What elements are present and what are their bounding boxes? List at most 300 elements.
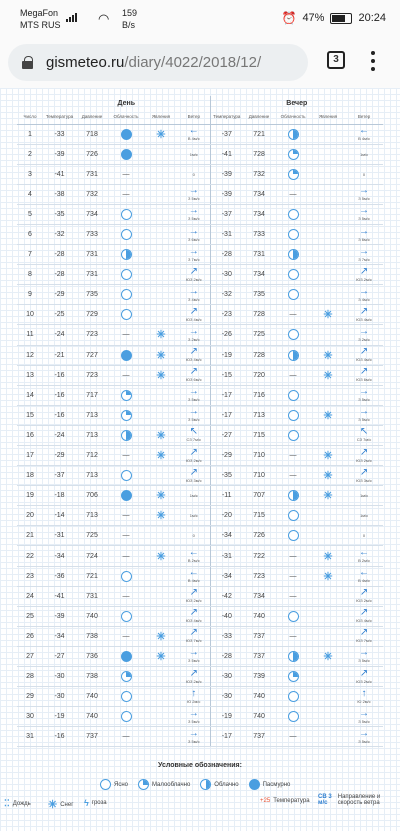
press-eve: 734 bbox=[243, 586, 275, 606]
temp-day: -18 bbox=[43, 486, 76, 506]
press-eve: 716 bbox=[243, 385, 275, 405]
clear-icon bbox=[121, 269, 132, 280]
phen-eve bbox=[311, 586, 345, 606]
wind-text: З 5м/с bbox=[358, 738, 370, 744]
date-cell: 30 bbox=[17, 707, 43, 727]
snow-icon: ✳ bbox=[156, 630, 166, 643]
clear-icon bbox=[121, 470, 132, 481]
snow-icon: ✳ bbox=[323, 409, 333, 422]
phen-eve bbox=[311, 124, 345, 144]
temp-day: -30 bbox=[43, 667, 76, 687]
wind-arrow-icon: ↗ bbox=[189, 627, 198, 639]
cloud-eve: — bbox=[275, 546, 311, 566]
phen-eve bbox=[311, 305, 345, 325]
date-cell: 12 bbox=[17, 345, 43, 365]
col-wind-eve: Ветер bbox=[345, 110, 383, 124]
wind-eve bbox=[345, 626, 383, 646]
date-cell: 7 bbox=[17, 245, 43, 265]
temp-eve: -37 bbox=[210, 204, 243, 224]
snow-icon: ✳ bbox=[323, 570, 333, 583]
press-eve: 732 bbox=[243, 164, 275, 184]
press-eve: 722 bbox=[243, 546, 275, 566]
wind-day bbox=[178, 265, 210, 285]
temp-day: -19 bbox=[43, 707, 76, 727]
cloud-day bbox=[108, 646, 144, 666]
table-row bbox=[17, 446, 383, 466]
partly-cloudy-icon bbox=[288, 149, 299, 160]
date-cell: 23 bbox=[17, 566, 43, 586]
wind-text: 0 bbox=[362, 171, 366, 177]
clear-icon bbox=[288, 510, 299, 521]
wind-day bbox=[178, 446, 210, 466]
wind-arrow-icon: ← bbox=[188, 125, 199, 137]
wind-text: З 6м/с bbox=[187, 236, 200, 242]
wind-day bbox=[178, 425, 210, 445]
wind-text: З 5м/с bbox=[358, 216, 370, 222]
temp-eve: -17 bbox=[210, 405, 243, 425]
cloud-day bbox=[108, 385, 144, 405]
wind-arrow-icon: → bbox=[359, 285, 370, 297]
temp-day: -16 bbox=[43, 727, 76, 747]
phen-eve bbox=[311, 184, 345, 204]
clear-icon bbox=[288, 410, 299, 421]
cloud-day bbox=[108, 124, 144, 144]
date-cell: 25 bbox=[17, 606, 43, 626]
table-row bbox=[17, 325, 383, 345]
temp-eve: -40 bbox=[210, 606, 243, 626]
press-day: 726 bbox=[76, 144, 108, 164]
table-row bbox=[17, 124, 383, 144]
table-row bbox=[17, 425, 383, 445]
wind-text: 0 bbox=[192, 171, 195, 177]
cloud-day bbox=[108, 466, 144, 486]
wind-arrow-icon: ← bbox=[188, 567, 199, 579]
press-day: 724 bbox=[76, 546, 108, 566]
cloud-day bbox=[108, 245, 144, 265]
cloud-eve: — bbox=[275, 305, 311, 325]
lock-icon bbox=[22, 56, 33, 69]
speed-unit: B/s bbox=[122, 20, 136, 30]
temp-day: -32 bbox=[43, 224, 76, 244]
phen-eve bbox=[311, 365, 345, 385]
cloud-day: — bbox=[108, 506, 144, 526]
phen-day bbox=[144, 586, 178, 606]
wind-eve bbox=[345, 506, 383, 526]
wind-text: З 5м/с bbox=[187, 738, 200, 744]
table-row bbox=[17, 667, 383, 687]
phen-day bbox=[144, 486, 178, 506]
phen-day bbox=[144, 546, 178, 566]
phen-eve bbox=[311, 506, 345, 526]
date-cell: 11 bbox=[17, 325, 43, 345]
wind-arrow-icon: ↗ bbox=[359, 627, 369, 639]
wind-arrow-icon: ↗ bbox=[189, 466, 198, 478]
wind-text: З 5м/с bbox=[187, 417, 200, 423]
press-day: 731 bbox=[76, 245, 108, 265]
press-day: 727 bbox=[76, 345, 108, 365]
cloud-day bbox=[108, 425, 144, 445]
phen-day bbox=[144, 446, 178, 466]
cloud-eve: — bbox=[275, 184, 311, 204]
press-day: 737 bbox=[76, 727, 108, 747]
temp-eve: -29 bbox=[210, 446, 243, 466]
table-row bbox=[17, 305, 383, 325]
temp-day: -16 bbox=[43, 365, 76, 385]
wind-arrow-icon: ↗ bbox=[359, 305, 369, 317]
wind-arrow-icon: → bbox=[359, 245, 370, 257]
phen-eve bbox=[311, 345, 345, 365]
wind-day bbox=[178, 325, 210, 345]
phen-eve bbox=[311, 486, 345, 506]
temp-eve: -39 bbox=[210, 184, 243, 204]
phen-day bbox=[144, 365, 178, 385]
clear-icon bbox=[288, 329, 299, 340]
press-eve: 739 bbox=[243, 667, 275, 687]
cloud-eve bbox=[275, 345, 311, 365]
address-bar[interactable] bbox=[8, 44, 308, 81]
wind-eve bbox=[345, 305, 383, 325]
phen-day bbox=[144, 265, 178, 285]
temp-day: -31 bbox=[43, 526, 76, 546]
col-press-eve: Давление bbox=[243, 110, 275, 124]
temp-eve: -35 bbox=[210, 466, 243, 486]
press-eve: 725 bbox=[243, 325, 275, 345]
cloudy-icon bbox=[288, 249, 299, 260]
overcast-icon bbox=[121, 651, 132, 662]
temp-day: -28 bbox=[43, 265, 76, 285]
table-row bbox=[17, 526, 383, 546]
partly-cloudy-icon bbox=[121, 410, 132, 421]
wind-day bbox=[178, 224, 210, 244]
cloudy-icon bbox=[288, 129, 299, 140]
press-eve: 740 bbox=[243, 687, 275, 707]
date-cell: 16 bbox=[17, 425, 43, 445]
cloud-eve: — bbox=[275, 626, 311, 646]
press-eve: 726 bbox=[243, 526, 275, 546]
url-host: gismeteo.ru bbox=[46, 54, 125, 71]
temp-eve: -23 bbox=[210, 305, 243, 325]
temp-day: -34 bbox=[43, 546, 76, 566]
press-day: 713 bbox=[76, 466, 108, 486]
cloudy-icon bbox=[288, 490, 299, 501]
legend-wind: СВ 3 м/с Направление и скорость ветра bbox=[318, 794, 381, 806]
wind-text: ЮЗ 6м/с bbox=[185, 377, 202, 383]
wind-text: В 4м/с bbox=[358, 136, 370, 142]
wind-text: З 4м/с bbox=[358, 296, 370, 302]
cloud-day: — bbox=[108, 365, 144, 385]
temp-day: -14 bbox=[43, 506, 76, 526]
cloud-eve bbox=[275, 526, 311, 546]
tabs-button[interactable]: 3 bbox=[327, 51, 345, 69]
phen-day bbox=[144, 224, 178, 244]
col-press-day: Давление bbox=[76, 110, 108, 124]
clear-icon bbox=[288, 289, 299, 300]
wind-day bbox=[178, 506, 210, 526]
snow-icon: ✳ bbox=[323, 369, 333, 382]
wind-arrow-icon: ↗ bbox=[359, 446, 369, 458]
cloud-day bbox=[108, 667, 144, 687]
snow-icon: ✳ bbox=[156, 349, 166, 362]
phen-day bbox=[144, 305, 178, 325]
wind-eve bbox=[345, 204, 383, 224]
cloud-eve bbox=[275, 707, 311, 727]
temp-eve: -31 bbox=[210, 546, 243, 566]
phen-eve bbox=[311, 325, 345, 345]
wind-text: З 5м/с bbox=[358, 658, 370, 664]
press-day: 723 bbox=[76, 325, 108, 345]
wind-arrow-icon: → bbox=[188, 406, 199, 418]
cloud-day bbox=[108, 486, 144, 506]
wind-arrow-icon: → bbox=[359, 727, 370, 739]
alarm-icon: ⏰ bbox=[281, 11, 297, 25]
wind-text: ЮЗ 4м/с bbox=[356, 316, 372, 322]
wind-arrow-icon: ↗ bbox=[189, 667, 198, 679]
phen-eve bbox=[311, 707, 345, 727]
temp-icon: +25 bbox=[260, 798, 271, 804]
cloud-eve bbox=[275, 325, 311, 345]
date-cell: 20 bbox=[17, 506, 43, 526]
temp-day: -41 bbox=[43, 164, 76, 184]
temp-eve: -30 bbox=[210, 667, 243, 687]
press-day: 738 bbox=[76, 667, 108, 687]
press-day: 713 bbox=[76, 506, 108, 526]
wind-arrow-icon: → bbox=[188, 707, 199, 719]
wind-eve bbox=[345, 586, 383, 606]
wind-text: В 2м/с bbox=[358, 558, 370, 564]
wind-text: ЮЗ 3м/с bbox=[185, 477, 202, 483]
wind-sample-icon: СВ 3 м/с bbox=[318, 794, 332, 806]
cloud-day: — bbox=[108, 626, 144, 646]
wind-eve bbox=[345, 707, 383, 727]
wind-arrow-icon: ↗ bbox=[359, 366, 369, 378]
wind-arrow-icon: ↑ bbox=[191, 687, 197, 699]
browser-toolbar bbox=[0, 38, 400, 88]
cloud-day: — bbox=[108, 546, 144, 566]
clear-icon bbox=[288, 209, 299, 220]
press-eve: 734 bbox=[243, 184, 275, 204]
date-cell: 24 bbox=[17, 586, 43, 606]
phen-eve bbox=[311, 164, 345, 184]
wind-day bbox=[178, 646, 210, 666]
press-eve: 707 bbox=[243, 486, 275, 506]
press-eve: 713 bbox=[243, 405, 275, 425]
clear-icon bbox=[121, 711, 132, 722]
cloud-eve bbox=[275, 265, 311, 285]
cloud-eve bbox=[275, 506, 311, 526]
cloud-eve bbox=[275, 285, 311, 305]
wind-eve bbox=[345, 164, 383, 184]
temp-eve: -20 bbox=[210, 506, 243, 526]
wind-text: СЗ 7м/с bbox=[186, 437, 201, 443]
wind-arrow-icon: ↗ bbox=[189, 607, 198, 619]
date-cell: 17 bbox=[17, 446, 43, 466]
wind-eve bbox=[345, 285, 383, 305]
cloudy-icon bbox=[288, 651, 299, 662]
press-eve: 720 bbox=[243, 365, 275, 385]
col-wind-day: Ветер bbox=[178, 110, 210, 124]
cloud-day bbox=[108, 687, 144, 707]
wind-text: З 5м/с bbox=[358, 397, 370, 403]
wind-text: 1м/с bbox=[360, 493, 369, 499]
wind-arrow-icon: ↗ bbox=[189, 587, 198, 599]
table-row bbox=[17, 385, 383, 405]
wind-arrow-icon: ↗ bbox=[189, 346, 198, 358]
table-row bbox=[17, 466, 383, 486]
phen-day bbox=[144, 506, 178, 526]
wind-text: З 7м/с bbox=[358, 256, 370, 262]
temp-eve: -30 bbox=[210, 687, 243, 707]
temp-eve: -19 bbox=[210, 345, 243, 365]
url-path: /diary/4022/2018/12/ bbox=[124, 54, 262, 71]
wind-eve bbox=[345, 667, 383, 687]
overcast-icon bbox=[121, 490, 132, 501]
press-eve: 737 bbox=[243, 626, 275, 646]
wind-arrow-icon: → bbox=[359, 185, 370, 197]
cloud-eve bbox=[275, 164, 311, 184]
legend-rain: ⁚⁚ Дождь bbox=[4, 798, 31, 808]
cloud-eve: — bbox=[275, 446, 311, 466]
cloud-day bbox=[108, 204, 144, 224]
cloud-eve bbox=[275, 144, 311, 164]
wind-eve bbox=[345, 245, 383, 265]
wind-arrow-icon: ↗ bbox=[359, 667, 369, 679]
wind-text: ЮЗ 4м/с bbox=[185, 316, 202, 322]
press-eve: 728 bbox=[243, 305, 275, 325]
col-date: Число bbox=[17, 110, 43, 124]
date-cell: 13 bbox=[17, 365, 43, 385]
snow-icon: ✳ bbox=[156, 429, 166, 442]
signal-icon bbox=[66, 13, 77, 22]
temp-day: -21 bbox=[43, 345, 76, 365]
wind-arrow-icon: → bbox=[359, 386, 370, 398]
phen-day bbox=[144, 466, 178, 486]
legend-clear: Ясно bbox=[100, 779, 128, 790]
wind-eve bbox=[345, 466, 383, 486]
legend bbox=[0, 758, 400, 831]
wind-arrow-icon: → bbox=[359, 205, 370, 217]
wind-arrow-icon: ↑ bbox=[361, 687, 367, 699]
press-day: 740 bbox=[76, 687, 108, 707]
wind-text: 0 bbox=[362, 533, 366, 539]
date-cell: 27 bbox=[17, 646, 43, 666]
table-row bbox=[17, 586, 383, 606]
temp-day: -16 bbox=[43, 385, 76, 405]
wind-arrow-icon: ← bbox=[359, 125, 370, 137]
press-day: 706 bbox=[76, 486, 108, 506]
cloud-eve bbox=[275, 245, 311, 265]
table-row bbox=[17, 626, 383, 646]
cloud-day bbox=[108, 566, 144, 586]
menu-icon[interactable] bbox=[370, 51, 376, 71]
clear-icon bbox=[288, 711, 299, 722]
wind-text: 1м/с bbox=[189, 493, 198, 499]
wind-text: 1м/с bbox=[189, 513, 198, 519]
cloud-day: — bbox=[108, 325, 144, 345]
wind-arrow-icon: ↖ bbox=[359, 426, 369, 438]
snow-icon: ✳ bbox=[156, 510, 166, 523]
wind-text: 1м/с bbox=[360, 151, 369, 157]
date-cell: 9 bbox=[17, 285, 43, 305]
wind-day bbox=[178, 204, 210, 224]
legend-title: Условные обозначения: bbox=[158, 762, 242, 769]
press-eve: 740 bbox=[243, 707, 275, 727]
wind-text: З 2м/с bbox=[187, 336, 200, 342]
wind-text: В 4м/с bbox=[187, 136, 200, 142]
press-day: 723 bbox=[76, 365, 108, 385]
col-phen-eve: Явления bbox=[311, 110, 345, 124]
wind-arrow-icon: → bbox=[188, 225, 199, 237]
wind-arrow-icon: → bbox=[359, 707, 370, 719]
table-row bbox=[17, 164, 383, 184]
wind-day bbox=[178, 345, 210, 365]
press-eve: 723 bbox=[243, 566, 275, 586]
partly-cloudy-icon bbox=[121, 671, 132, 682]
legend-partly: Малооблачно bbox=[138, 779, 190, 790]
temp-day: -29 bbox=[43, 285, 76, 305]
temp-eve: -31 bbox=[210, 224, 243, 244]
wind-eve bbox=[345, 546, 383, 566]
legend-overcast: Пасмурно bbox=[249, 779, 291, 790]
press-eve: 737 bbox=[243, 646, 275, 666]
status-right bbox=[281, 11, 386, 25]
temp-eve: -30 bbox=[210, 265, 243, 285]
wind-arrow-icon: ↖ bbox=[189, 426, 198, 438]
phen-day bbox=[144, 184, 178, 204]
temp-eve: -27 bbox=[210, 425, 243, 445]
clear-icon bbox=[121, 229, 132, 240]
table-row bbox=[17, 707, 383, 727]
press-day: 733 bbox=[76, 224, 108, 244]
wind-text: В 2м/с bbox=[187, 558, 200, 564]
phen-day bbox=[144, 646, 178, 666]
phen-day bbox=[144, 385, 178, 405]
wind-eve bbox=[345, 184, 383, 204]
snow-icon: ✳ bbox=[323, 349, 333, 362]
cloud-day: — bbox=[108, 164, 144, 184]
cloud-day bbox=[108, 345, 144, 365]
temp-eve: -26 bbox=[210, 325, 243, 345]
press-eve: 731 bbox=[243, 245, 275, 265]
date-cell: 18 bbox=[17, 466, 43, 486]
snow-icon: ✳ bbox=[323, 490, 333, 503]
wind-text: З 7м/с bbox=[187, 256, 200, 262]
press-day: 740 bbox=[76, 707, 108, 727]
phen-day bbox=[144, 124, 178, 144]
network-speed bbox=[122, 7, 137, 31]
wind-text: ЮЗ 2м/с bbox=[185, 457, 202, 463]
table-row bbox=[17, 566, 383, 586]
clear-icon bbox=[121, 309, 132, 320]
col-temp-day: Температура bbox=[43, 110, 76, 124]
snow-icon: ✳ bbox=[156, 369, 166, 382]
temp-eve: -41 bbox=[210, 144, 243, 164]
wind-day bbox=[178, 626, 210, 646]
wind-text: ЮЗ 6м/с bbox=[356, 377, 372, 383]
table-row bbox=[17, 204, 383, 224]
day-header: День bbox=[117, 99, 136, 107]
snow-icon: ✳ bbox=[156, 329, 166, 342]
temp-day: -35 bbox=[43, 204, 76, 224]
temp-day: -29 bbox=[43, 446, 76, 466]
date-cell: 2 bbox=[17, 144, 43, 164]
press-eve: 710 bbox=[243, 446, 275, 466]
clear-icon bbox=[288, 691, 299, 702]
wind-arrow-icon: → bbox=[188, 325, 199, 337]
date-cell: 8 bbox=[17, 265, 43, 285]
status-bar bbox=[0, 0, 400, 38]
snow-icon: ✳ bbox=[323, 470, 333, 483]
phen-day bbox=[144, 707, 178, 727]
